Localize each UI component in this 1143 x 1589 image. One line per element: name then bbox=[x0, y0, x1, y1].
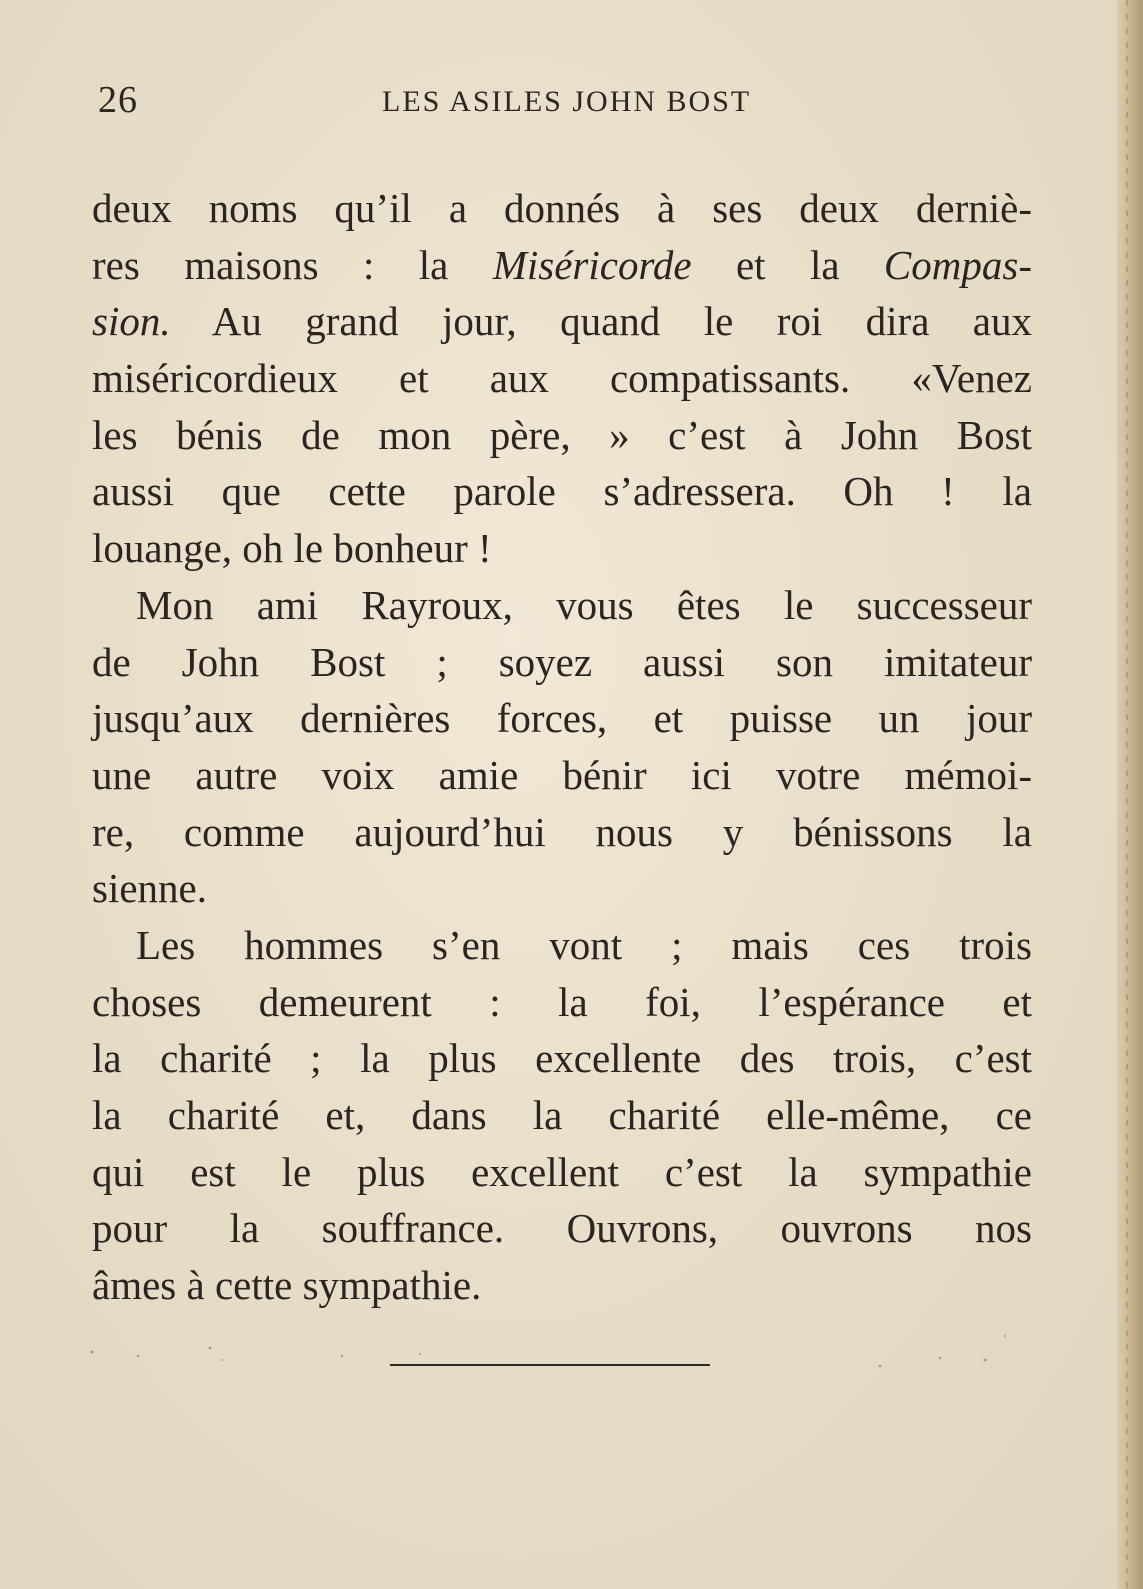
text-line: Les hommes s’en vont ; mais ces trois bbox=[136, 921, 1032, 968]
text-line: choses demeurent : la foi, l’espérance et bbox=[92, 978, 1032, 1025]
text-line: une autre voix amie bénir ici votre mémoi- bbox=[92, 751, 1032, 798]
text-segment: et la bbox=[691, 241, 884, 288]
text-line: jusqu’aux dernières forces, et puisse un jour bbox=[92, 695, 1032, 742]
text-line: la charité et, dans la charité elle-même, ce bbox=[92, 1092, 1032, 1138]
text-line: louange, oh le bonheur ! bbox=[92, 525, 492, 572]
text-line: de John Bost ; soyez aussi son imitateur bbox=[92, 638, 1032, 685]
text-line: la charité ; la plus excellente des trois, c’est bbox=[92, 1035, 1032, 1082]
text-line: les bénis de mon père, » c’est à John Bost bbox=[92, 411, 1032, 458]
text-line: aussi que cette parole s’adressera. Oh ! la bbox=[92, 468, 1032, 515]
text-line: qui est le plus excellent c’est la sympathie bbox=[92, 1148, 1032, 1195]
italic-term: Compas- bbox=[883, 241, 1032, 288]
text-segment: res maisons : la bbox=[92, 241, 493, 288]
italic-term: Miséricorde bbox=[492, 241, 692, 288]
text-line: re, comme aujourd’hui nous y bénissons la bbox=[92, 808, 1032, 855]
running-head bbox=[98, 78, 1028, 128]
running-title: LES ASILES JOHN BOST bbox=[382, 85, 752, 118]
text-line: pour la souffrance. Ouvrons, ouvrons nos bbox=[92, 1205, 1032, 1252]
closing-rule bbox=[390, 1364, 710, 1366]
body-text bbox=[92, 180, 1032, 1314]
text-line bbox=[92, 237, 1032, 294]
text-line: âmes à cette sympathie. bbox=[92, 1262, 482, 1309]
page-number: 26 bbox=[98, 79, 138, 121]
page-edge bbox=[1117, 0, 1143, 1589]
text-line bbox=[92, 293, 1032, 350]
text-line: Mon ami Rayroux, vous êtes le successeur bbox=[136, 581, 1032, 628]
print-specks bbox=[80, 1330, 1030, 1390]
text-line: deux noms qu’il a donnés à ses deux derniè- bbox=[92, 185, 1032, 231]
text-segment: Au grand jour, quand le roi dira aux bbox=[170, 298, 1032, 345]
italic-term: sion. bbox=[92, 298, 171, 345]
text-line: miséricordieux et aux compatissants. «Venez bbox=[92, 355, 1032, 402]
text-line: sienne. bbox=[92, 865, 207, 912]
